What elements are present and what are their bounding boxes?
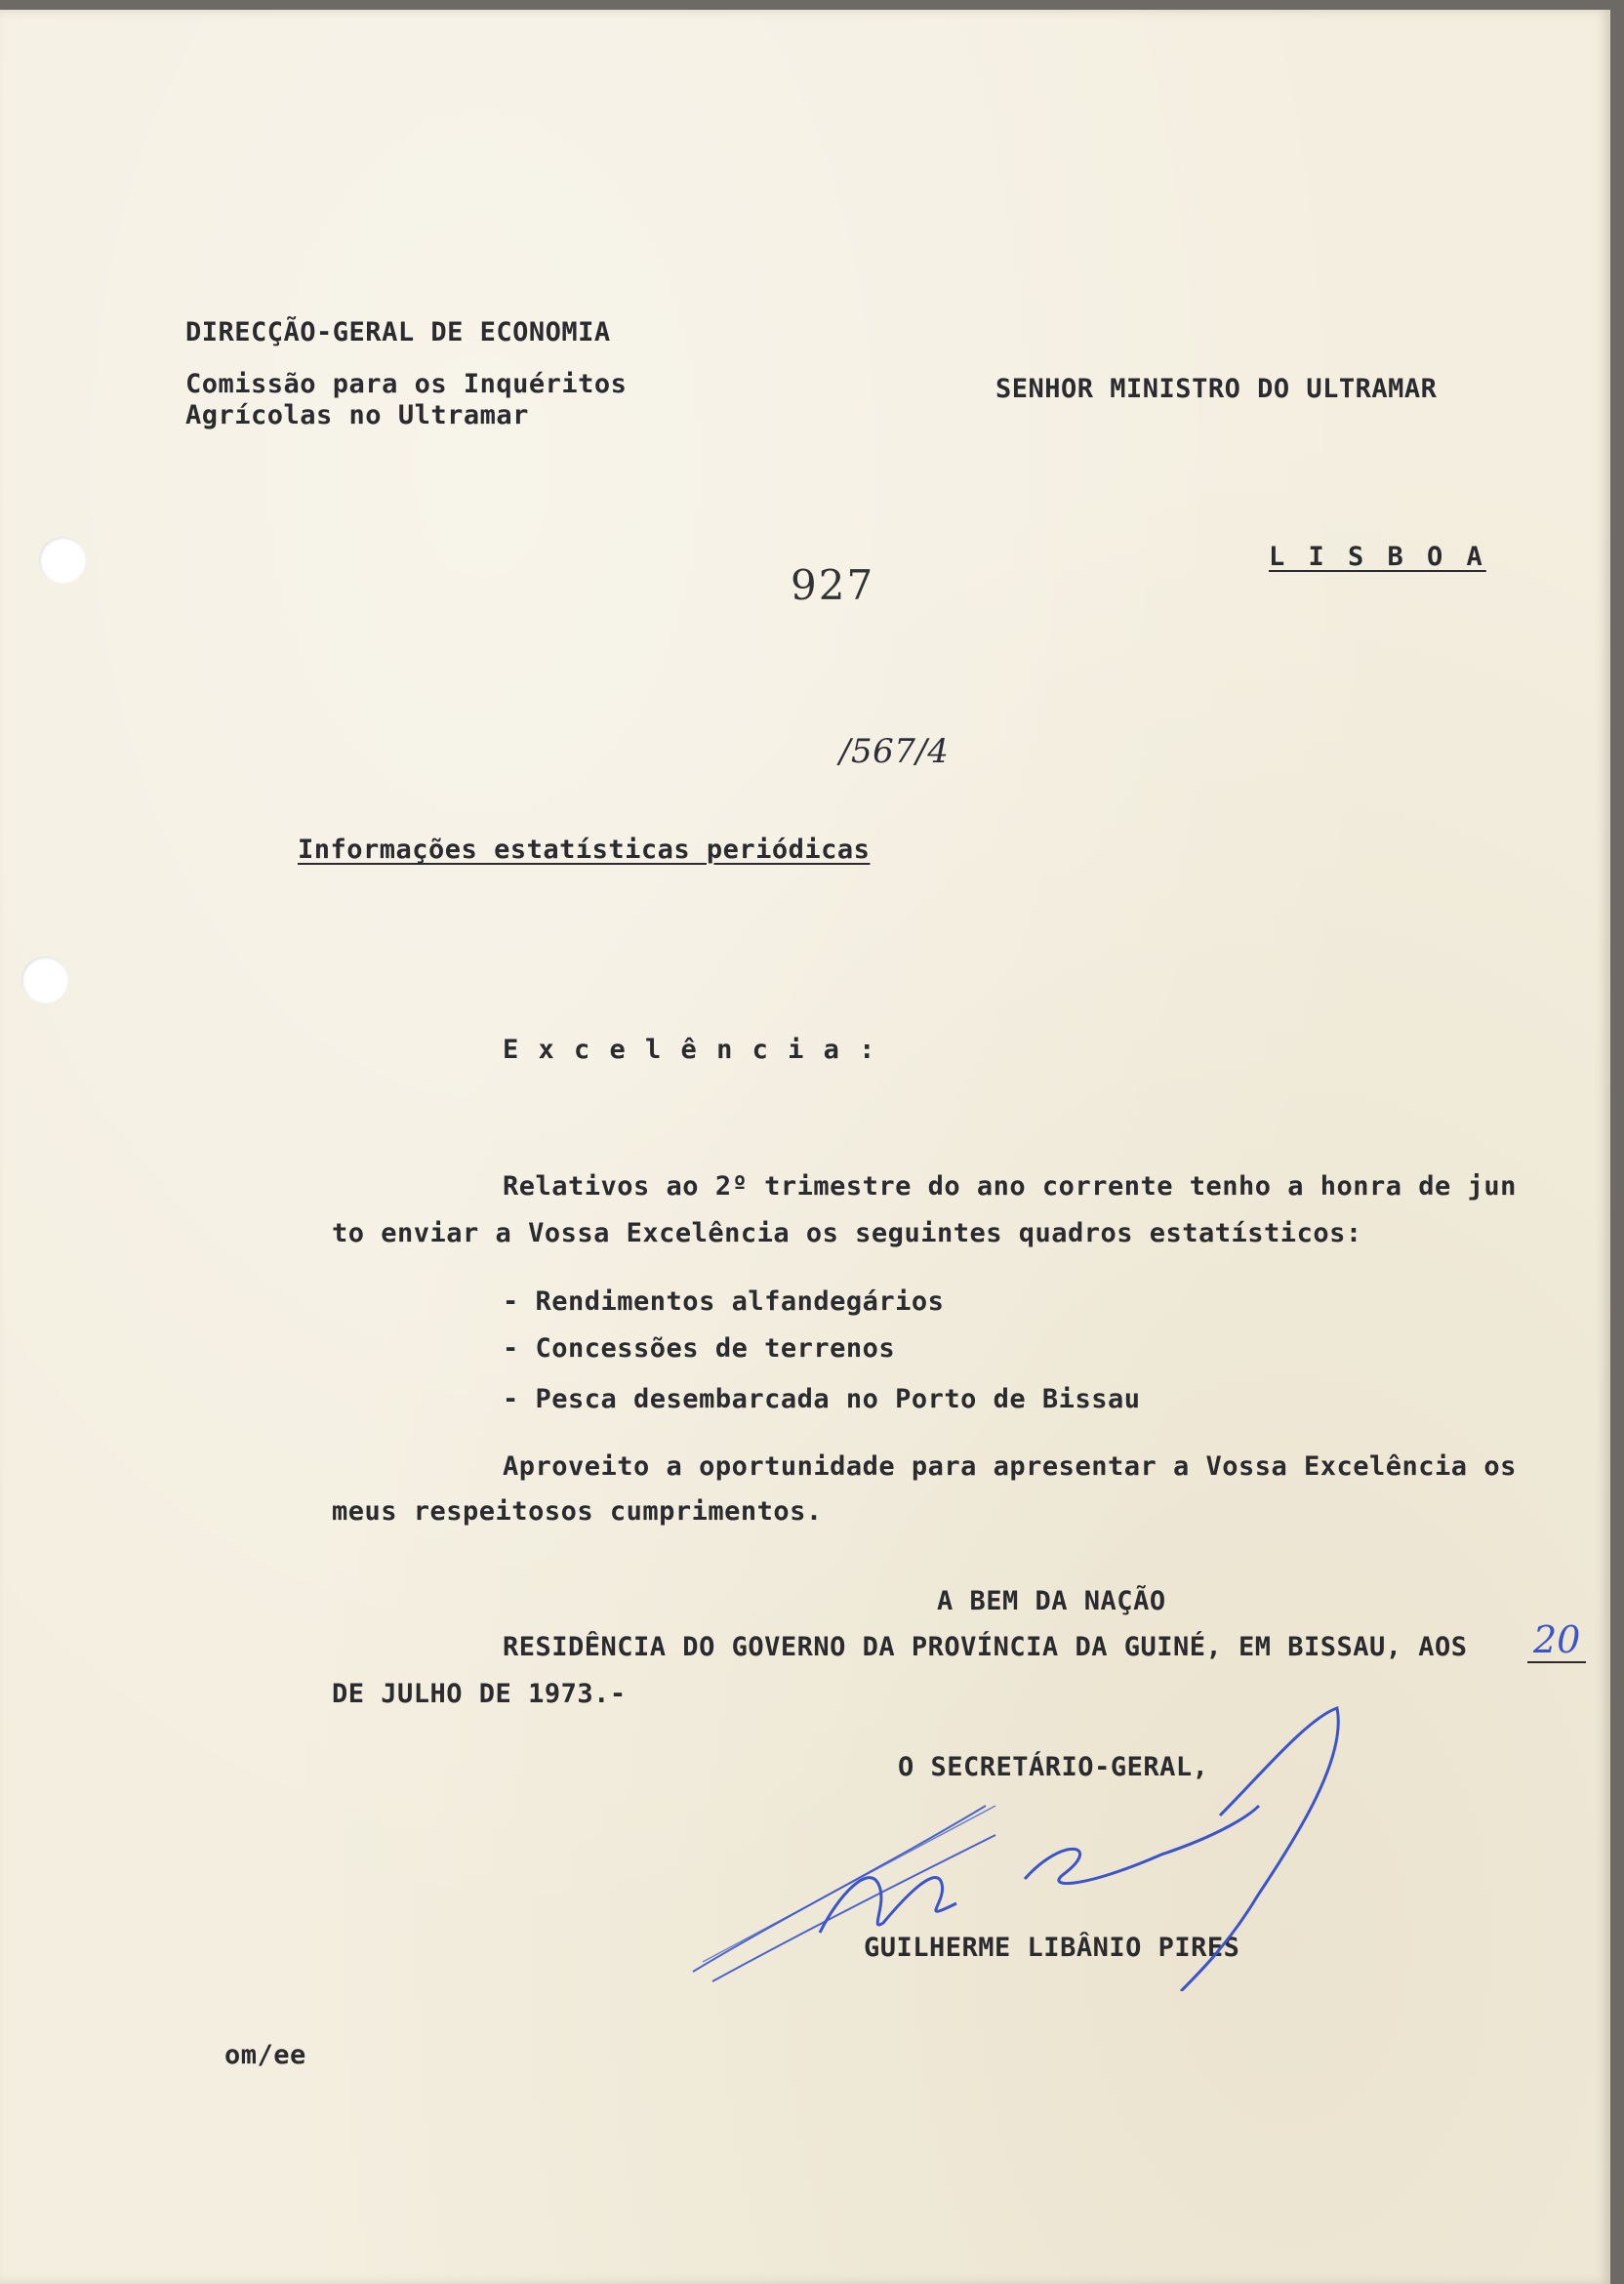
- paragraph-1-line-2: to enviar a Vossa Excelência os seguintes quadros estatísticos:: [332, 1218, 1362, 1248]
- subject: Informações estatísticas periódicas: [298, 835, 871, 865]
- list-item: - Pesca desembarcada no Porto de Bissau: [503, 1384, 1141, 1414]
- org-line-2: Comissão para os Inquéritos: [185, 369, 628, 399]
- city: L I S B O A: [1269, 542, 1486, 572]
- punch-hole-bottom: [21, 957, 68, 1003]
- typist-initials: om/ee: [224, 2040, 306, 2070]
- org-line-3: Agrícolas no Ultramar: [185, 400, 529, 430]
- handwritten-reference: /567/4: [839, 732, 950, 771]
- org-line-1: DIRECÇÃO-GERAL DE ECONOMIA: [185, 317, 611, 347]
- salutation: E x c e l ê n c i a :: [503, 1035, 877, 1065]
- signer-title: O SECRETÁRIO-GERAL,: [898, 1752, 1209, 1782]
- signer-name: GUILHERME LIBÂNIO PIRES: [864, 1933, 1240, 1963]
- list-item: - Rendimentos alfandegários: [503, 1286, 945, 1317]
- handwritten-signature: [673, 1698, 1357, 1991]
- paragraph-2-line-1: Aproveito a oportunidade para apresentar a Vossa Excelência os: [503, 1451, 1517, 1482]
- punch-hole-top: [39, 537, 86, 584]
- motto: A BEM DA NAÇÃO: [937, 1586, 1166, 1616]
- paragraph-1-line-1: Relativos ao 2º trimestre do ano corrente tenho a honra de jun: [503, 1171, 1517, 1202]
- document-number: 927: [791, 561, 875, 609]
- letter-sheet: [0, 10, 1610, 2284]
- place-line-2: DE JULHO DE 1973.-: [332, 1679, 627, 1709]
- place-line-1: RESIDÊNCIA DO GOVERNO DA PROVÍNCIA DA GUINÉ, EM BISSAU, AOS: [503, 1632, 1468, 1662]
- recipient: SENHOR MINISTRO DO ULTRAMAR: [995, 374, 1438, 404]
- handwritten-day: 20: [1527, 1618, 1586, 1663]
- paragraph-2-line-2: meus respeitosos cumprimentos.: [332, 1496, 823, 1527]
- list-item: - Concessões de terrenos: [503, 1333, 896, 1364]
